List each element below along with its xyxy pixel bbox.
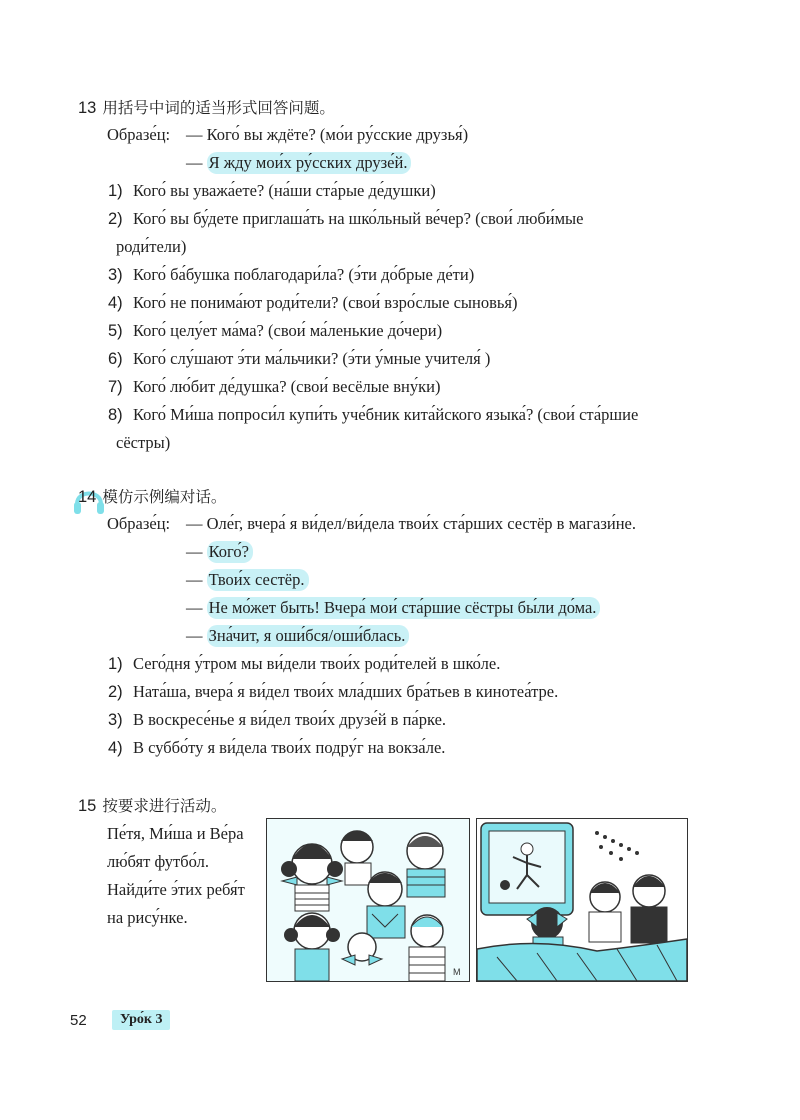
dash: — [186, 570, 203, 589]
exercise-15-instruction: 按要求进行活动。 [102, 797, 227, 815]
exercise-14-sample-line-0 [186, 541, 253, 563]
exercise-13-item-5-number: 5) [108, 322, 123, 340]
exercise-14-item-2-text: В воскресе́нье я ви́дел твои́х друзе́й в па́рке. [133, 710, 447, 729]
exercise-14-sample-first: — Оле́г, вчера́ я ви́дел/ви́дела твои́х ста́рших сестёр в магази́не. [186, 514, 636, 533]
exercise-14-item-0-number: 1) [108, 655, 123, 673]
exercise-13-item-4-number: 4) [108, 294, 123, 312]
exercise-13-item-1-number: 2) [108, 210, 123, 228]
exercise-14-sample-line-2 [186, 597, 600, 619]
exercise-13-item-3-text: Кого́ ба́бушка поблагодари́ла? (э́ти до́брые де́ти) [133, 265, 475, 284]
exercise-13-item-5-text: Кого́ целу́ет ма́ма? (свои́ ма́ленькие до́чери) [133, 321, 443, 340]
exercise-14-item-3-number: 4) [108, 739, 123, 757]
exercise-13-item-2-text: роди́тели) [116, 237, 187, 256]
exercise-15-line-0: Пе́тя, Ми́ша и Ве́ра [107, 824, 244, 843]
exercise-14-item-1-text: Ната́ша, вчера́ я ви́дел твои́х мла́дших бра́тьев в кинотеа́тре. [133, 682, 559, 701]
exercise-13-item-0-number: 1) [108, 182, 123, 200]
dash: — [186, 626, 203, 645]
illustration-signature: M [453, 967, 461, 977]
exercise-13-sample-label: Образе́ц: [107, 125, 171, 144]
exercise-13-item-7-text: Кого́ лю́бит де́душка? (свои́ весёлые вну́ки) [133, 377, 441, 396]
exercise-14-item-1-number: 2) [108, 683, 123, 701]
exercise-14-sample-reply: Твои́х сестёр. [207, 569, 309, 591]
dash: — [186, 598, 203, 617]
exercise-14-item-2-number: 3) [108, 711, 123, 729]
exercise-14-instruction: 模仿示例编对话。 [102, 488, 227, 506]
exercise-13-item-4-text: Кого́ не понима́ют роди́тели? (свои́ взро́слые сыновья́) [133, 293, 518, 312]
exercise-13-item-8-text: Кого́ Ми́ша попроси́л купи́ть уче́бник кита́йского языка́? (свои́ ста́ршие [133, 405, 639, 424]
exercise-13-item-3-number: 3) [108, 266, 123, 284]
exercise-13-item-6-number: 6) [108, 350, 123, 368]
exercise-13-sample-answer-line [186, 152, 411, 174]
dash: — [186, 153, 203, 172]
illustration-tv-football [476, 818, 688, 982]
exercise-14-item-3-text: В суббо́ту я ви́дела твои́х подру́г на вокза́ле. [133, 738, 446, 757]
exercise-14-sample-line-3 [186, 625, 409, 647]
exercise-13-item-1-text: Кого́ вы бу́дете приглаша́ть на шко́льный ве́чер? (свои́ люби́мые [133, 209, 584, 228]
exercise-13-sample-question: — Кого́ вы ждёте? (мо́и ру́сские друзья́) [186, 125, 469, 144]
illustration-children [266, 818, 470, 982]
exercise-13-item-8-number: 8) [108, 406, 123, 424]
children-drawing [267, 819, 469, 981]
exercise-13-item-0-text: Кого́ вы уважа́ете? (на́ши ста́рые де́душки) [133, 181, 436, 200]
exercise-14-title [78, 486, 226, 508]
exercise-15-line-1: лю́бят футбо́л. [107, 852, 209, 871]
tv-football-drawing [477, 819, 687, 981]
exercise-14-sample-reply: Не мо́жет быть! Вчера́ мои́ ста́ршие сёстры бы́ли до́ма. [207, 597, 601, 619]
exercise-15-title [78, 795, 226, 817]
exercise-13-sample-answer: Я жду мои́х ру́сских друзе́й. [207, 152, 412, 174]
exercise-13-instruction: 用括号中词的适当形式回答问题。 [102, 99, 335, 117]
exercise-13-number: 13 [78, 99, 97, 117]
exercise-14-item-0-text: Сего́дня у́тром мы ви́дели твои́х роди́телей в шко́ле. [133, 654, 501, 673]
lesson-badge: Уро́к 3 [112, 1010, 170, 1030]
exercise-15-line-2: Найди́те э́тих ребя́т [107, 880, 245, 899]
exercise-13-item-9-text: сёстры) [116, 433, 171, 452]
exercise-14-number: 14 [78, 488, 97, 506]
exercise-14-sample-reply: Кого́? [207, 541, 253, 563]
exercise-14-sample-reply: Зна́чит, я оши́бся/оши́блась. [207, 625, 410, 647]
exercise-14-sample-line-1 [186, 569, 309, 591]
page-number: 52 [70, 1012, 87, 1029]
exercise-13-title [78, 97, 335, 119]
exercise-15-line-3: на рису́нке. [107, 908, 188, 927]
exercise-13-item-6-text: Кого́ слу́шают э́ти ма́льчики? (э́ти у́мные учителя́ ) [133, 349, 491, 368]
exercise-15-number: 15 [78, 797, 97, 815]
dash: — [186, 542, 203, 561]
exercise-14-sample-label: Образе́ц: [107, 514, 171, 533]
exercise-13-item-7-number: 7) [108, 378, 123, 396]
